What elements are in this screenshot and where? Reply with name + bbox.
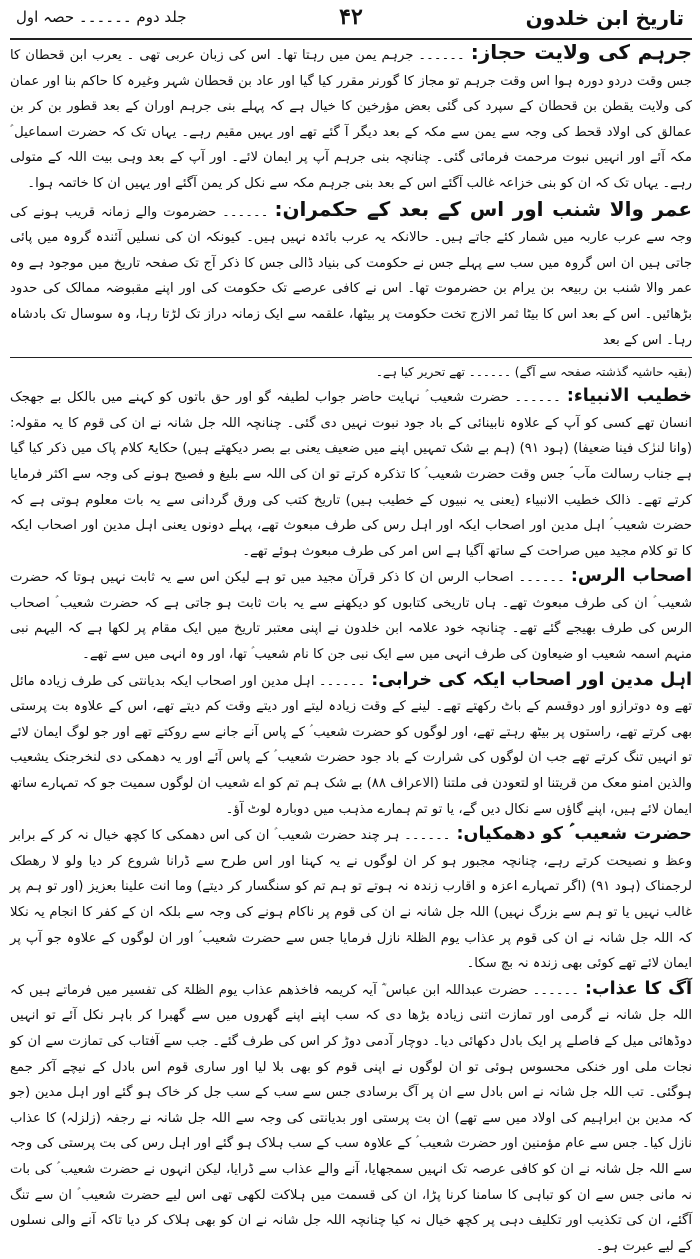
section-heading: جرہم کی ولایت حجاز: [470, 40, 692, 64]
section-heading: خطیب الانبیاء: [566, 386, 692, 407]
section-heading: حضرت شعیب ؑ کو دھمکیاں: [456, 824, 692, 845]
paragraph-text: ۔۔۔۔۔۔ حضرت عبداللہ ابن عباس ؓ آیہ کریمہ فاخذھم عذاب یوم الظلۃ کی تفسیر میں فرماتے ہیں کہ اللہ جل شانہ نے گرمی اور تمازت اتنی زیادہ بڑھا دی کہ سب اپنے اپنے گھروں میں سے گھبرا کر باہر نکل آئے تو انہیں دوڈھائی میل کے فاصلے پر ایک بادل دکھائی دیا۔ دوچار آدمی دوڑ کر اس کی طرف گئے۔ جب سے آفتاب کی تمازت سے ان کو نجات ملی اور خنکی محسوس ہوئی تو ان لوگوں نے اپنی قوم کو بھی بلا لیا اور ساری قوم اس بادل کے نیچے آکر جمع ہوگئی۔ تب اللہ جل شانہ نے اس بادل سے ان پر آگ برسادی جس سے سب کے سب جل کر خاک ہو گئے اور اہل مدین (جو کہ مدین بن ابراہیم کی اولاد میں سے تھے) ان بت پرستی اور بدیانتی کی وجہ سے اللہ جل شانہ نے رجفہ (زلزلہ) کا عذاب نازل کیا۔ جس سے عام مؤمنین اور حضرت شعیب ؑ کے علاوہ سب کے سب ہلاک ہو گئے اور اہل رس کی بت پرستی کی وجہ سے اللہ جل شانہ نے ان کو کافی عرصہ تک انہیں سمجھایا، آنے والے عذاب سے ڈرایا، لیکن انہوں نے حضرت شعیب ؑ کی بات نہ مانی جس سے ان کو تباہی کا سامنا کرنا پڑا، ان کی قسمت میں ہلاکت لکھی تھی اس لیے حضرت شعیب ؑ ان سے تنگ آگئے، ان کی تکذیب اور تکلیف دہی پر کچھ خیال نہ کیا چنانچہ اللہ جل شانہ نے ان کو بھی ہلاک کر دیا تاکہ آنے والی نسلوں کے لیے عبرت ہو۔ [10, 982, 692, 1254]
page-header [10, 0, 692, 40]
section-heading: اہل مدین اور اصحاب ایکہ کی خرابی: [371, 669, 692, 690]
paragraph-text: ۔۔۔۔۔۔ حضرموت والے زمانہ قریب ہونے کی وجہ سے عرب عاربہ میں شمار کئے جاتے ہیں۔ حالانکہ یہ عرب بائدہ نہیں ہیں۔ کیونکہ ان کی نسلیں آئندہ گروہ میں پائی جاتی ہیں ان اس گروہ میں سب سے پہلے جس نے حکومت کی بنیاد ڈالی جس کا ذکر آج تک صفحہ تاریخ میں موجود ہے وہ عمر والا شنب بن ربیعہ بن یرام بن حضرموت تھا۔ اس نے کافی عرصے تک حکومت کی اور اپنے مقبوضہ ممالک کی حدود بڑھائیں۔ اس کے بعد اس کا بیٹا ثمر الازج تخت حکومت پر بیٹھا، علقمہ سے ایک زمانہ دراز تک لڑتا رہا، وہ سوسال تک بادشاہ رہا۔ اس کے بعد [10, 204, 692, 348]
footnote-continuation: (بقیہ حاشیہ گذشتہ صفحہ سے آگے) ۔۔۔۔۔۔ تھے تحریر کیا ہے۔ [375, 365, 692, 380]
section-heading: اصحاب الرس: [570, 566, 692, 587]
paragraph-jurhum [10, 40, 692, 197]
paragraph-madyan [10, 668, 692, 823]
paragraph-text: ۔۔۔۔۔۔ جرہم یمن میں رہتا تھا۔ اس کی زبان عربی تھی ۔ یعرب ابن قحطان کا جس وقت دردو دورہ ہوا اس وقت جرہم تو مجاز کا گورنر مقرر کیا گیا اور عاد بن قحطان شہر وغیرہ کا حاکم بنا اور عمان کی ولایت یقطن بن قحطان کے سپرد کی گئی بعض مؤرخین کا خیال ہے کہ پہلے بنی جرہم اوران کے بعد قطور بن کر بن عمالق کی اولاد قحط کی وجہ سے یمن سے مکہ کے بعد دیگر آ گئے تھے اور یہیں مقیم رہے۔ یہاں تک کہ حضرت اسماعیل ؑ مکہ آئے اور انہیں نبوت مرحمت فرمائی گئی۔ چنانچہ بنی جرہم آپ پر ایمان لائے۔ اور آپ کے بعد وہی بیت اللہ کے متولی رہے۔ یہاں تک کہ ان کو بنی خزاعہ غالب آگئے اس کے بعد بنی جرہم مکہ سے نکل کر یمن آگئے اور یہیں ان کا خاتمہ ہوا۔ [10, 48, 692, 191]
book-title: تاریخ ابن خلدون [525, 6, 684, 30]
paragraph-text: ۔۔۔۔۔۔ اصحاب الرس ان کا ذکر قرآن مجید میں تو ہے لیکن اس سے یہ ثابت نہیں ہوتا کہ حضرت شعیب ؑ ان کی طرف مبعوث تھے۔ ہاں تاریخی کتابوں کو دیکھنے سے یہ بات ثابت ہو جاتی ہے کہ حضرت شعیب ؑ اصحاب الرس کی طرف بھیجے گئے تھے۔ چنانچہ خود علامہ ابن خلدون نے اپنی معتبر تاریخ میں ایک مقام پر لکھا ہے کہ الیہم نبی منہم اسمہ شعیب او ضیعاون کی طرف انہی میں سے ایک نبی جن کا نام شعیب ؑ تھا، اور وہ انہی میں سے تھے۔ [10, 570, 692, 663]
paragraph-text: ۔۔۔۔۔۔ حضرت شعیب ؑ نہایت حاضر جواب لطیفہ گو اور حق باتوں کو کہنے میں بالکل بے جھجک انسان تھے کسی کو آپ کے علاوہ نابینائی کے باد جود نبوت نہیں دی گئی۔ چنانچہ اللہ جل شانہ نے ان کی قوم کا یہ مقولہ: (وانا لنرٰک فینا ضعیفا) (ہود ۹۱) (ہم بے شک تمہیں اپنے میں ضعیف یعنی بے بصر دیکھتے ہیں) حکایۃً کلام پاک میں ذکر کیا گیا ہے جناب رسالت مآب ؐ جس وقت حضرت شعیب ؑ کا تذکرہ کرتے تو ان کی اللہ سے بلیغ و فصیح ہونے کی وجہ سے اکثر فرمایا کرتے تھے۔ ذالک خطیب الانبیاء (یعنی یہ نبیوں کے خطیب ہیں) تاریخ کتب کی ورق گردانی سے یہ بات معلوم ہوتی ہے کہ حضرت شعیب ؑ اہل مدین اور اصحاب ایکہ اور اہل رس کی طرف مبعوث تھے، پہلے دونوں یعنی اہل مدین اور اصحاب ایکہ کا تو کلام مجید میں صراحت کے ساتھ آگیا ہے اس امر کی طرف مبعوث ہوئے تھے۔ [10, 390, 692, 559]
paragraph-ashab-rass [10, 564, 692, 667]
paragraph-text: ۔۔۔۔۔۔ اہل مدین اور اصحاب ایکہ بدیانتی کی طرف زیادہ مائل تھے وہ دوترازو اور دوقسم کے باٹ رکھتے تھے۔ لینے کے وقت زیادہ لیتے اور دیتے وقت کم دیتے تھے، اس کے علاوہ بت پرستی بھی کرتے تھے، راستوں پر بیٹھ رہتے تھے، اور لوگوں کو حضرت شعیب ؑ کے پاس آنے جانے سے روکتے تھے اور جو لوگ ایمان لائے تو انہیں تنگ کرتے تھے جب ان لوگوں کی شرارت کے باد جود حضرت شعیب ؑ کے پاس آئے اور یہ دھمکی دی لنخرجنک یشعیب والذین امنو معک من قریتنا او لتعودن فی ملتنا (الاعراف ۸۸) بے شک ہم تم کو اے شعیب ان لوگوں سمیت جو کہ تمہارے ساتھ ایمان لائے ہیں، اپنے گاؤں سے نکال دیں گے، یا تو تم ہمارے مذہب میں دوبارہ لوٹ آؤ۔ [10, 673, 693, 817]
section-heading: عمر والا شنب اور اس کے بعد کے حکمران: [274, 196, 692, 221]
volume-label: جلد دوم ۔۔۔۔۔۔ حصہ اول [16, 8, 187, 26]
paragraph-amr [10, 197, 692, 354]
paragraph-fire-punishment [10, 977, 692, 1259]
main-text [10, 40, 692, 1259]
page-number: ۴۲ [339, 4, 363, 30]
paragraph-text: ۔۔۔۔۔۔ ہر چند حضرت شعیب ؑ ان کی اس دھمکی کا کچھ خیال نہ کر کے برابر وعظ و نصیحت کرتے رہے، چنانچہ مجبور ہو کر ان لوگوں نے یہ کہنا اور اس طرح سے ڈرانا شروع کر دیا ولو لا رھطک لرجمناک (ہود ۹۱) (اگر تمہارے اعزہ و اقارب زندہ نہ ہوتے تو ہم تم کو سنگسار کر دیتے) وما انت علینا بعزیز (اور تو ہم پر غالب نہیں یا تو ہم سے بزرگ نہیں) اللہ جل شانہ نے ان کی قوم پر ناکام ہونے کی وجہ سے بلکہ ان کے کفر کا انجام یہ نکلا کہ اللہ جل شانہ نے ان کی قوم پر عذاب یوم الظلۃ نازل فرمایا جس سے حضرت شعیب ؑ اور ان لوگوں کے علاوہ جو آپ پر ایمان لائے تھے کوئی بھی زندہ نہ بچ سکا۔ [10, 828, 693, 972]
section-heading: آگ کا عذاب: [585, 978, 692, 999]
footnote-divider [10, 357, 692, 358]
paragraph-khatib [10, 384, 692, 564]
paragraph-threats [10, 822, 692, 977]
